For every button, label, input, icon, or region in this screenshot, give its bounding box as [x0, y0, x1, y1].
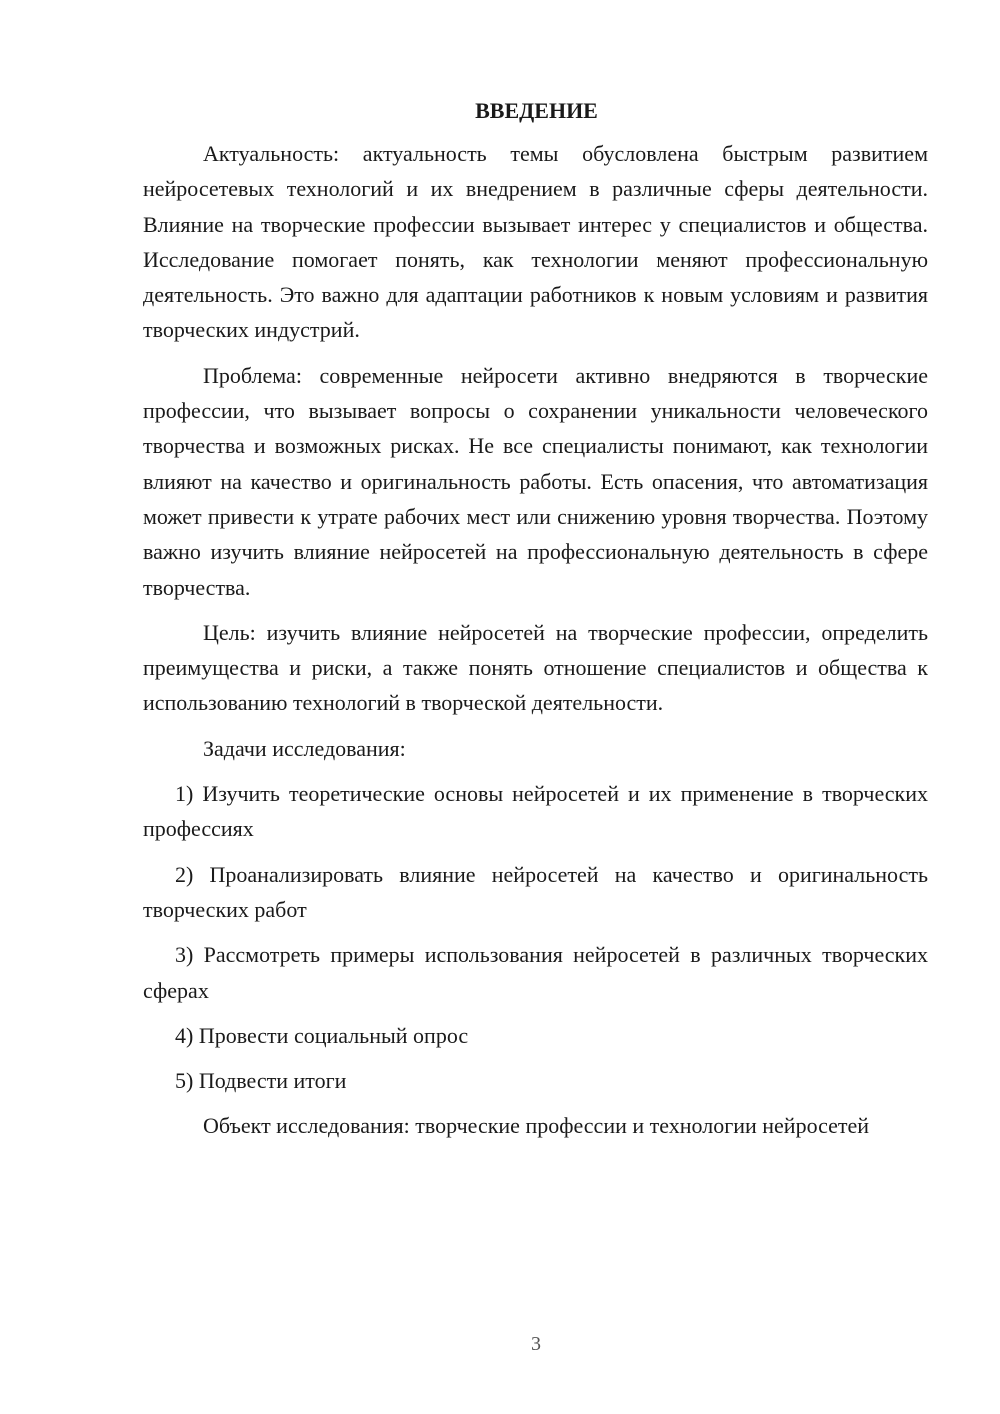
paragraph-object: Объект исследования: творческие профессии и технологии нейросетей: [203, 1113, 870, 1139]
tasks-heading: Задачи исследования:: [203, 735, 406, 761]
task-item-3: 3) Рассмотреть примеры использования нейросетей в различных творческих сферах: [143, 942, 928, 1003]
paragraph-relevance: Актуальность: актуальность темы обусловлена быстрым развитием нейросетевых технологий и их внедрением в различные сферы деятельности. Влияние на творческие профессии вызывает интерес у специалистов и общества. Исследование помогает понять, как технологии меняют профессиональную деятельность. Это важно для адаптации работников к новым условиям и развития творческих индустрий.: [143, 141, 928, 343]
page-number: 3: [531, 1333, 541, 1355]
task-item-5: 5) Подвести итоги: [175, 1068, 347, 1094]
task-item-4: 4) Провести социальный опрос: [175, 1022, 469, 1048]
task-item-1: 1) Изучить теоретические основы нейросетей и их применение в творческих профессиях: [143, 781, 928, 842]
section-title: ВВЕДЕНИЕ: [475, 98, 598, 123]
page-content: [143, 96, 928, 1144]
task-item-2: 2) Проанализировать влияние нейросетей на качество и оригинальность творческих работ: [143, 861, 928, 922]
paragraph-goal: Цель: изучить влияние нейросетей на творческие профессии, определить преимущества и риски, а также понять отношение специалистов и общества к использованию технологий в творческой деятельности.: [143, 619, 928, 716]
paragraph-problem: Проблема: современные нейросети активно внедряются в творческие профессии, что вызывает вопросы о сохранении уникальности человеческого творчества и возможных рисках. Не все специалисты понимают, как технологии влияют на качество и оригинальность работы. Есть опасения, что автоматизация может привести к утрате рабочих мест или снижению уровня творчества. Поэтому важно изучить влияние нейросетей на профессиональную деятельность в сфере творчества.: [143, 362, 928, 600]
